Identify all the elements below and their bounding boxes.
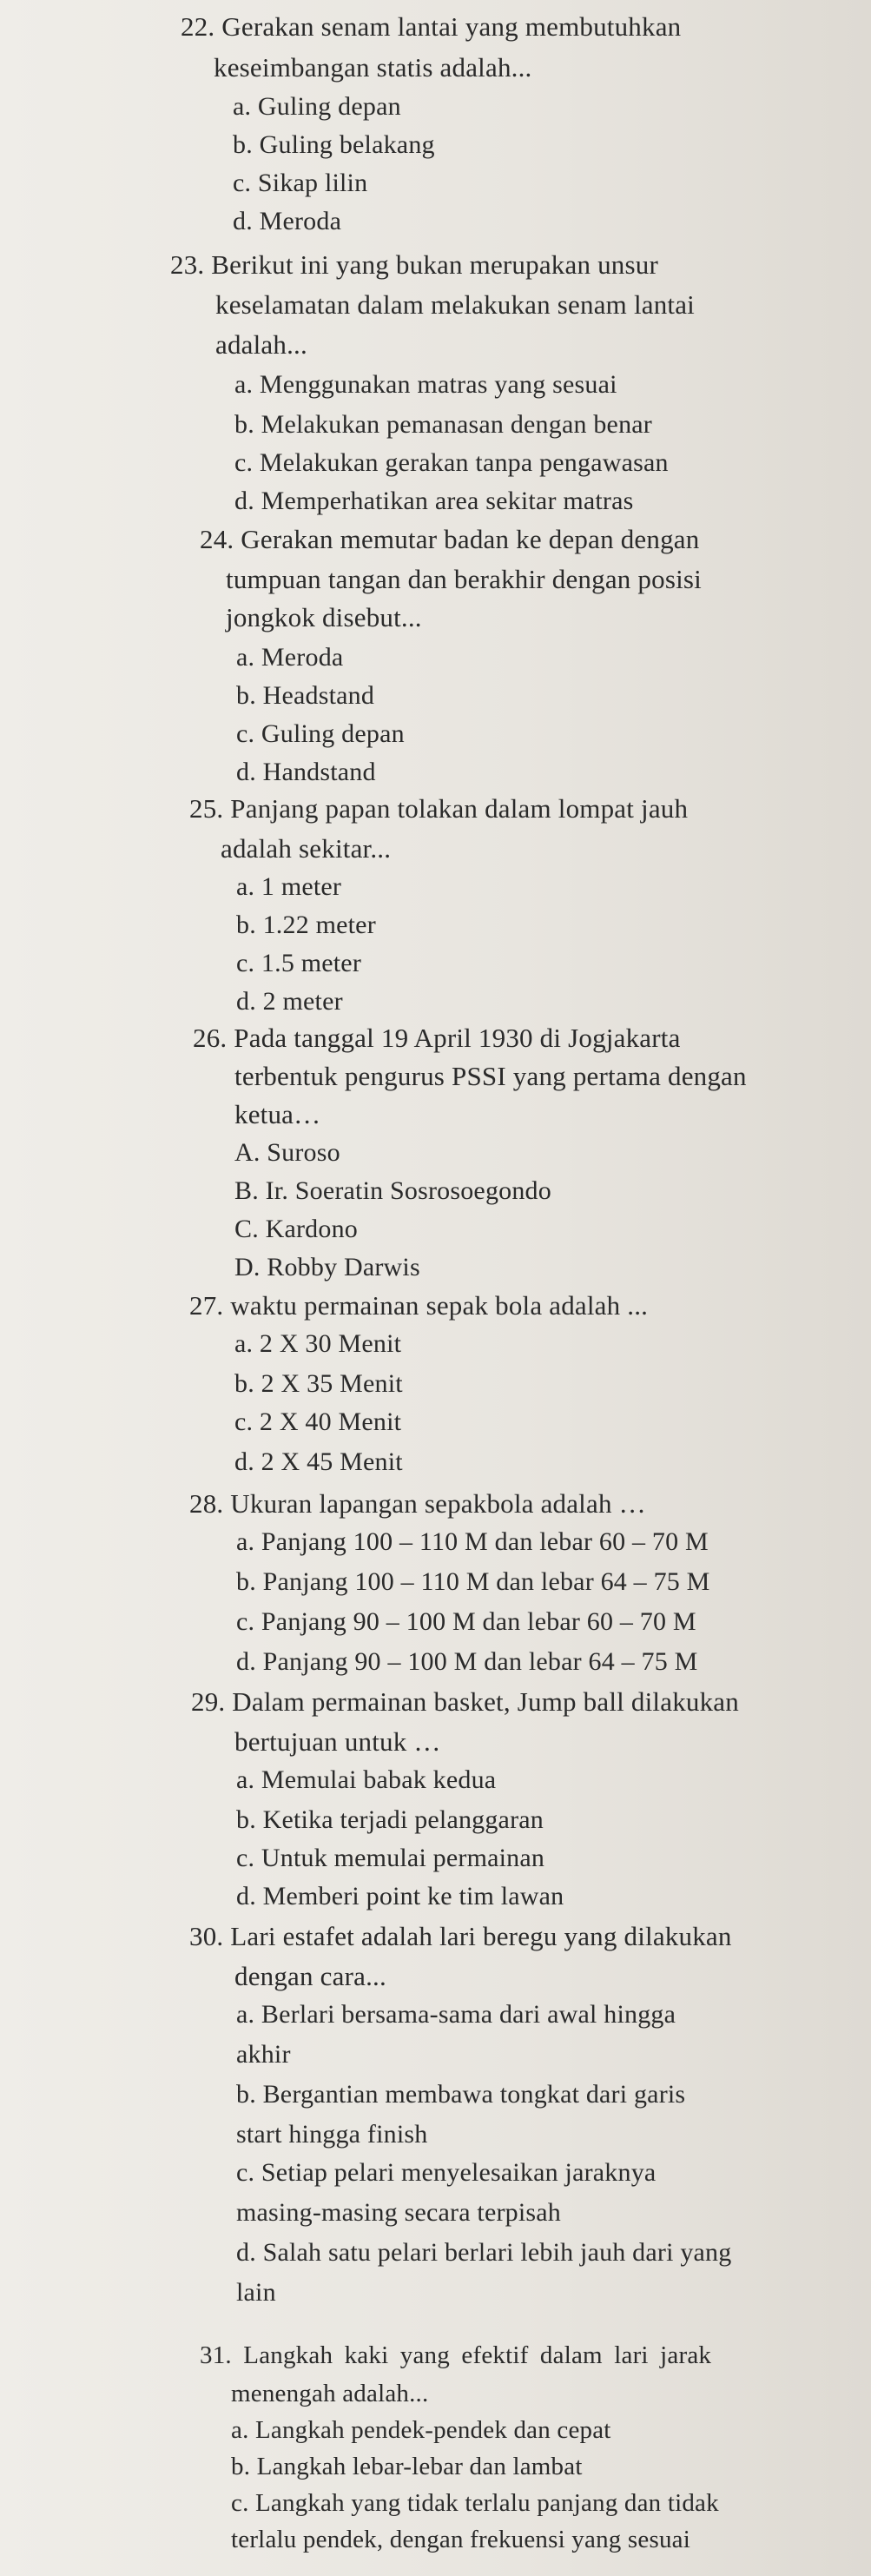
question-31-text-line-2: menengah adalah... [231, 2380, 429, 2407]
question-27-option-d: d. 2 X 45 Menit [234, 1447, 403, 1476]
question-30-option-a-line-2: akhir [236, 2040, 291, 2069]
question-30-option-d-line-1: d. Salah satu pelari berlari lebih jauh dari yang [236, 2238, 732, 2267]
question-29-option-a: a. Memulai babak kedua [236, 1765, 497, 1794]
question-30-option-d-line-2: lain [236, 2278, 276, 2307]
question-26-option-b: B. Ir. Soeratin Sosrosoegondo [234, 1176, 551, 1205]
question-26-option-a: A. Suroso [234, 1138, 340, 1167]
question-31-text-line-1: 31. Langkah kaki yang efektif dalam lari jarak [200, 2341, 712, 2369]
question-22-option-a: a. Guling depan [233, 92, 401, 121]
question-31-option-c-line-2: terlalu pendek, dengan frekuensi yang sesuai [231, 2526, 691, 2553]
question-25-option-b: b. 1.22 meter [236, 911, 376, 939]
question-28-option-c: c. Panjang 90 – 100 M dan lebar 60 – 70 M [236, 1607, 696, 1636]
question-24-option-c: c. Guling depan [236, 719, 405, 748]
question-30-option-c-line-1: c. Setiap pelari menyelesaikan jaraknya [236, 2158, 657, 2187]
question-23-text-line-1: 23. Berikut ini yang bukan merupakan unsur [170, 249, 658, 280]
question-25-option-a: a. 1 meter [236, 872, 342, 901]
question-24-option-a: a. Meroda [236, 643, 344, 672]
question-22-text-line-1: 22. Gerakan senam lantai yang membutuhkan [181, 11, 682, 42]
question-24-text-line-3: jongkok disebut... [226, 602, 422, 632]
question-24-text-line-1: 24. Gerakan memutar badan ke depan dengan [200, 524, 700, 554]
question-26-text-line-3: ketua… [234, 1099, 321, 1129]
question-26-option-c: C. Kardono [234, 1215, 358, 1243]
question-27-option-b: b. 2 X 35 Menit [234, 1369, 403, 1398]
question-22-text-line-2: keseimbangan statis adalah... [214, 52, 532, 83]
question-29-option-b: b. Ketika terjadi pelanggaran [236, 1805, 544, 1834]
question-22-option-c: c. Sikap lilin [233, 169, 368, 197]
question-27-option-c: c. 2 X 40 Menit [234, 1407, 402, 1436]
question-23-text-line-2: keselamatan dalam melakukan senam lantai [215, 289, 695, 320]
question-25-option-c: c. 1.5 meter [236, 949, 362, 977]
question-25-option-d: d. 2 meter [236, 987, 343, 1016]
question-24-option-b: b. Headstand [236, 681, 375, 710]
question-29-text-line-1: 29. Dalam permainan basket, Jump ball dilakukan [191, 1686, 739, 1717]
question-30-option-b-line-1: b. Bergantian membawa tongkat dari garis [236, 2080, 686, 2109]
question-31-option-a: a. Langkah pendek-pendek dan cepat [231, 2416, 611, 2444]
question-22-option-d: d. Meroda [233, 207, 342, 235]
question-23-option-c: c. Melakukan gerakan tanpa pengawasan [234, 448, 669, 477]
question-28-text-line-1: 28. Ukuran lapangan sepakbola adalah … [189, 1488, 646, 1519]
question-31-option-b: b. Langkah lebar-lebar dan lambat [231, 2453, 583, 2480]
question-27-text-line-1: 27. waktu permainan sepak bola adalah ... [189, 1290, 649, 1321]
question-29-text-line-2: bertujuan untuk … [234, 1726, 441, 1757]
question-23-option-a: a. Menggunakan matras yang sesuai [234, 370, 617, 399]
question-29-option-d: d. Memberi point ke tim lawan [236, 1882, 564, 1910]
question-29-option-c: c. Untuk memulai permainan [236, 1844, 545, 1872]
question-25-text-line-1: 25. Panjang papan tolakan dalam lompat jauh [189, 793, 689, 824]
question-30-option-c-line-2: masing-masing secara terpisah [236, 2198, 562, 2227]
question-25-text-line-2: adalah sekitar... [221, 833, 392, 864]
question-28-option-d: d. Panjang 90 – 100 M dan lebar 64 – 75 M [236, 1647, 698, 1676]
question-27-option-a: a. 2 X 30 Menit [234, 1329, 402, 1358]
question-23-option-b: b. Melakukan pemanasan dengan benar [234, 410, 652, 439]
question-23-option-d: d. Memperhatikan area sekitar matras [234, 487, 634, 515]
question-30-text-line-2: dengan cara... [234, 1961, 386, 1991]
question-26-text-line-2: terbentuk pengurus PSSI yang pertama dengan [234, 1061, 747, 1091]
question-28-option-b: b. Panjang 100 – 110 M dan lebar 64 – 75 M [236, 1567, 710, 1596]
question-22-option-b: b. Guling belakang [233, 130, 435, 159]
question-23-text-line-3: adalah... [215, 329, 307, 360]
question-26-option-d: D. Robby Darwis [234, 1253, 420, 1281]
question-30-option-b-line-2: start hingga finish [236, 2120, 428, 2149]
question-30-option-a-line-1: a. Berlari bersama-sama dari awal hingga [236, 2000, 676, 2029]
question-28-option-a: a. Panjang 100 – 110 M dan lebar 60 – 70 M [236, 1527, 709, 1556]
question-24-option-d: d. Handstand [236, 758, 376, 786]
question-24-text-line-2: tumpuan tangan dan berakhir dengan posisi [226, 564, 702, 594]
question-31-option-c-line-1: c. Langkah yang tidak terlalu panjang dan tidak [231, 2489, 719, 2517]
question-26-text-line-1: 26. Pada tanggal 19 April 1930 di Jogjakarta [193, 1023, 681, 1053]
question-30-text-line-1: 30. Lari estafet adalah lari beregu yang dilakukan [189, 1921, 732, 1951]
